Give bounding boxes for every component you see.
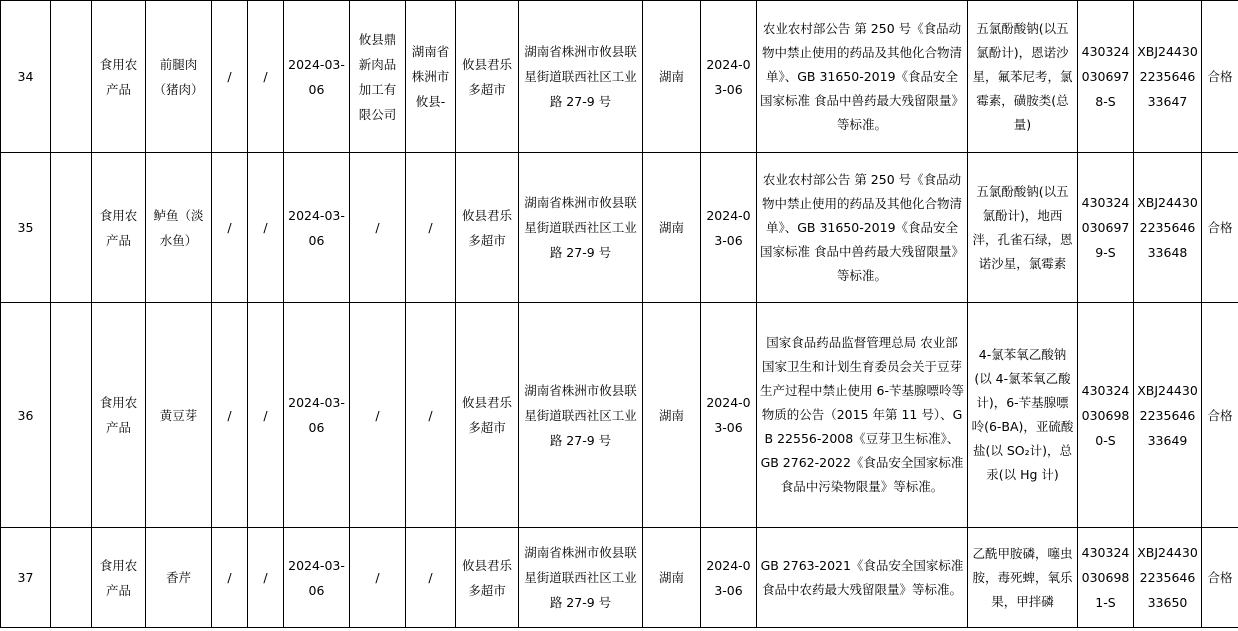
inspection-items: 4-氯苯氧乙酸钠(以 4-氯苯氧乙酸计)，6-苄基腺嘌呤(6-BA)，亚硫酸盐(以 SO₂计)，总汞(以 Hg 计) — [968, 303, 1078, 528]
sample-number: XBJ24430223564633647 — [1134, 1, 1202, 153]
report-number: 4303240306981-S — [1078, 528, 1134, 628]
specification: / — [212, 1, 248, 153]
table-row — [1, 303, 1238, 528]
province: 湖南 — [643, 303, 701, 528]
specification: / — [212, 153, 248, 303]
sampling-date: 2024-03-06 — [701, 528, 757, 628]
inspection-items: 五氯酚酸钠(以五氯酚计)，地西泮，孔雀石绿，恩诺沙星，氯霉素 — [968, 153, 1078, 303]
inspection-standard: GB 2763-2021《食品安全国家标准 食品中农药最大残留限量》等标准。 — [757, 528, 968, 628]
production-date: 2024-03-06 — [284, 528, 350, 628]
blank-cell — [51, 153, 92, 303]
inspection-standard: 农业农村部公告 第 250 号《食品动物中禁止使用的药品及其他化合物清单》、GB 31650-2019《食品安全国家标准 食品中兽药最大残留限量》等标准。 — [757, 153, 968, 303]
row-number: 36 — [1, 303, 51, 528]
sampling-date: 2024-03-06 — [701, 153, 757, 303]
report-number: 4303240306978-S — [1078, 1, 1134, 153]
brand: / — [248, 153, 284, 303]
producer-name: / — [350, 528, 406, 628]
producer-address: / — [406, 528, 456, 628]
food-name: 黄豆芽 — [146, 303, 212, 528]
specification: / — [212, 528, 248, 628]
result: 合格 — [1202, 303, 1238, 528]
producer-name: 攸县鼎新肉品加工有限公司 — [350, 1, 406, 153]
sample-number: XBJ24430223564633649 — [1134, 303, 1202, 528]
producer-name: / — [350, 303, 406, 528]
food-category: 食用农产品 — [92, 153, 146, 303]
report-number: 4303240306979-S — [1078, 153, 1134, 303]
production-date: 2024-03-06 — [284, 303, 350, 528]
inspection-standard: 国家食品药品监督管理总局 农业部 国家卫生和计划生育委员会关于豆芽生产过程中禁止使用 6-苄基腺嘌呤等物质的公告（2015 年第 11 号）、GB 22556-2008《豆芽卫生标准》、GB 2762-2022《食品安全国家标准 食品中污染物限量》等标准。 — [757, 303, 968, 528]
province: 湖南 — [643, 153, 701, 303]
food-category: 食用农产品 — [92, 303, 146, 528]
result: 合格 — [1202, 1, 1238, 153]
row-number: 37 — [1, 528, 51, 628]
brand: / — [248, 1, 284, 153]
specification: / — [212, 303, 248, 528]
seller-name: 攸县君乐多超市 — [456, 303, 519, 528]
brand: / — [248, 303, 284, 528]
producer-address: / — [406, 153, 456, 303]
table-row — [1, 153, 1238, 303]
brand: / — [248, 528, 284, 628]
sampling-date: 2024-03-06 — [701, 1, 757, 153]
blank-cell — [51, 528, 92, 628]
sampling-date: 2024-03-06 — [701, 303, 757, 528]
seller-address: 湖南省株洲市攸县联星街道联西社区工业路 27-9 号 — [519, 303, 643, 528]
sample-number: XBJ24430223564633648 — [1134, 153, 1202, 303]
row-number: 35 — [1, 153, 51, 303]
table-row — [1, 528, 1238, 628]
food-category: 食用农产品 — [92, 528, 146, 628]
row-number: 34 — [1, 1, 51, 153]
food-name: 香芹 — [146, 528, 212, 628]
seller-name: 攸县君乐多超市 — [456, 1, 519, 153]
production-date: 2024-03-06 — [284, 153, 350, 303]
producer-address: 湖南省株洲市攸县- — [406, 1, 456, 153]
report-number: 4303240306980-S — [1078, 303, 1134, 528]
inspection-items: 乙酰甲胺磷，噻虫胺，毒死蜱，氧乐果，甲拌磷 — [968, 528, 1078, 628]
blank-cell — [51, 303, 92, 528]
table-row — [1, 1, 1238, 153]
producer-address: / — [406, 303, 456, 528]
seller-address: 湖南省株洲市攸县联星街道联西社区工业路 27-9 号 — [519, 528, 643, 628]
seller-address: 湖南省株洲市攸县联星街道联西社区工业路 27-9 号 — [519, 153, 643, 303]
sample-number: XBJ24430223564633650 — [1134, 528, 1202, 628]
result: 合格 — [1202, 528, 1238, 628]
result: 合格 — [1202, 153, 1238, 303]
inspection-items: 五氯酚酸钠(以五氯酚计)，恩诺沙星，氟苯尼考，氯霉素，磺胺类(总量) — [968, 1, 1078, 153]
province: 湖南 — [643, 1, 701, 153]
seller-name: 攸县君乐多超市 — [456, 528, 519, 628]
food-category: 食用农产品 — [92, 1, 146, 153]
blank-cell — [51, 1, 92, 153]
seller-name: 攸县君乐多超市 — [456, 153, 519, 303]
province: 湖南 — [643, 528, 701, 628]
seller-address: 湖南省株洲市攸县联星街道联西社区工业路 27-9 号 — [519, 1, 643, 153]
inspection-standard: 农业农村部公告 第 250 号《食品动物中禁止使用的药品及其他化合物清单》、GB 31650-2019《食品安全国家标准 食品中兽药最大残留限量》等标准。 — [757, 1, 968, 153]
food-name: 鲈鱼（淡水鱼） — [146, 153, 212, 303]
food-name: 前腿肉（猪肉） — [146, 1, 212, 153]
producer-name: / — [350, 153, 406, 303]
production-date: 2024-03-06 — [284, 1, 350, 153]
